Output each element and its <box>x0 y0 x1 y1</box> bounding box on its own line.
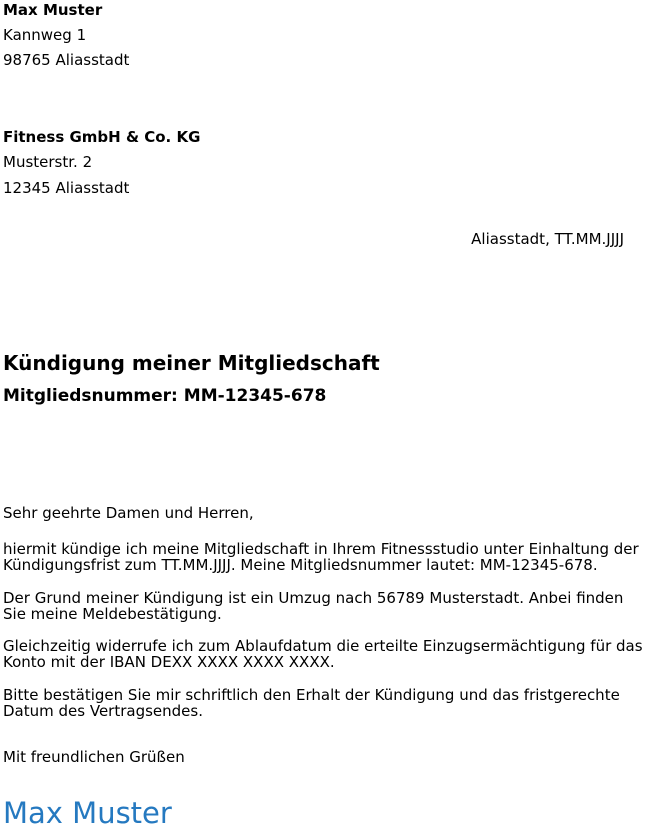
body-paragraph: Der Grund meiner Kündigung ist ein Umzug nach 56789 Musterstadt. Anbei finden Sie meine Meldebestätigung. <box>3 589 624 623</box>
sender-street: Kannweg 1 <box>3 26 87 44</box>
recipient-city: 12345 Aliasstadt <box>3 179 130 197</box>
subject-member-number: Mitgliedsnummer: MM-12345-678 <box>3 386 327 406</box>
sender-name: Max Muster <box>3 1 103 19</box>
recipient-company: Fitness GmbH & Co. KG <box>3 128 201 146</box>
recipient-street: Musterstr. 2 <box>3 153 93 171</box>
body-paragraph: Gleichzeitig widerrufe ich zum Ablaufdatum die erteilte Einzugsermächtigung für das Konto mit der IBAN DEXX XXXX XXXX XXXX. <box>3 637 643 671</box>
sender-city: 98765 Aliasstadt <box>3 51 130 69</box>
date-line: Aliasstadt, TT.MM.JJJJ <box>471 230 624 248</box>
signature: Max Muster <box>3 796 172 830</box>
closing: Mit freundlichen Grüßen <box>3 748 185 766</box>
salutation: Sehr geehrte Damen und Herren, <box>3 504 254 522</box>
body-paragraph: hiermit kündige ich meine Mitgliedschaft in Ihrem Fitnessstudio unter Einhaltung der Kündigungsfrist zum TT.MM.JJJJ. Meine Mitgliedsnummer lautet: MM-12345-678. <box>3 540 639 574</box>
body-paragraph: Bitte bestätigen Sie mir schriftlich den Erhalt der Kündigung und das fristgerechte Datum des Vertragsendes. <box>3 686 620 720</box>
subject-title: Kündigung meiner Mitgliedschaft <box>3 351 380 375</box>
